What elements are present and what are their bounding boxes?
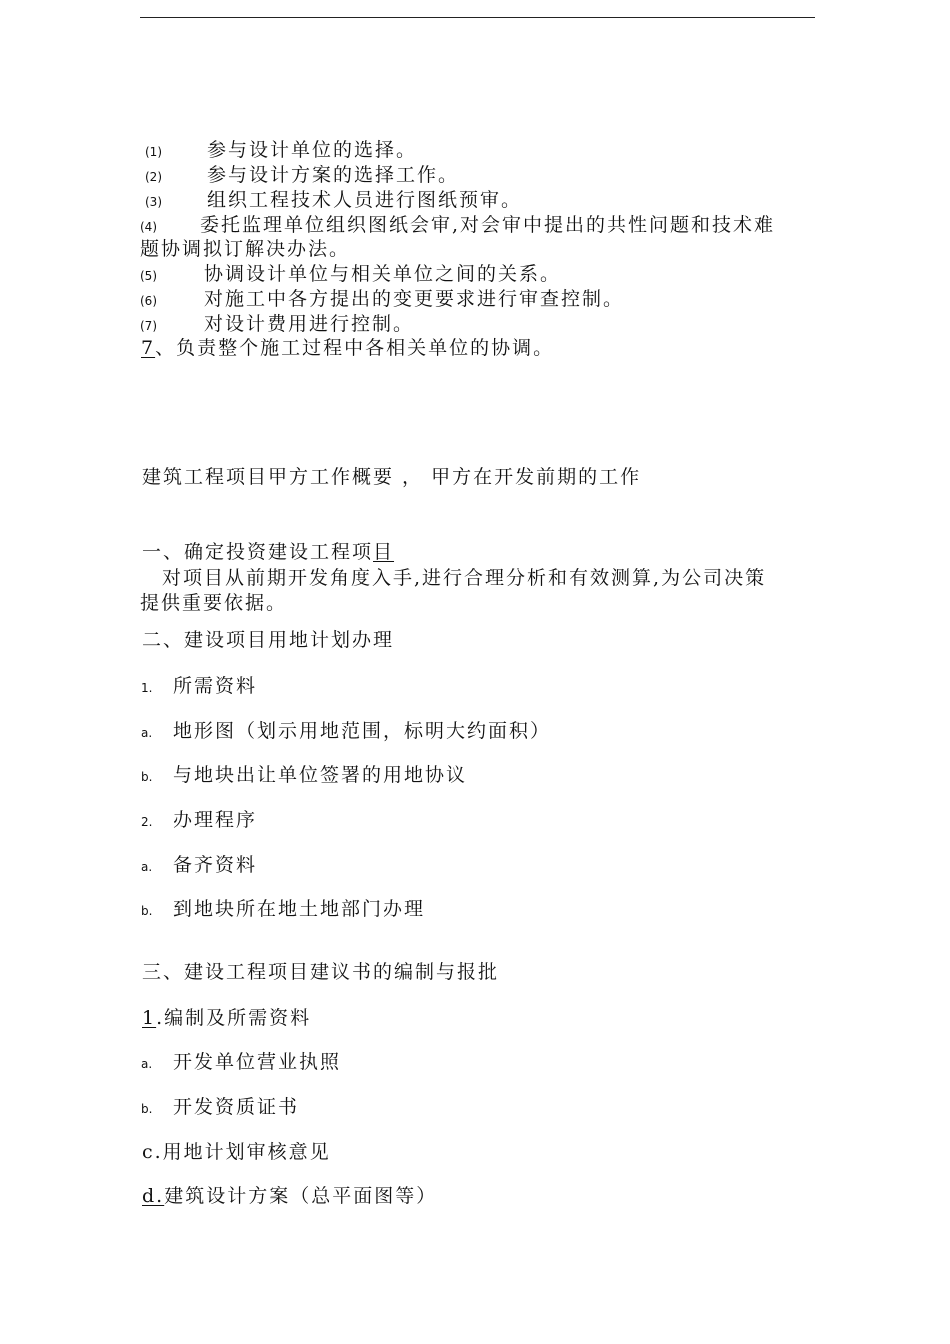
- list-text: 与地块出让单位签署的用地协议: [173, 764, 468, 786]
- heading-text: 一、确定投资建设工程项: [142, 541, 374, 563]
- list-number: a.: [141, 726, 153, 740]
- list-item: [141, 719, 551, 745]
- list-item: [141, 1050, 341, 1076]
- list-item: [142, 1184, 437, 1208]
- list-item: [141, 897, 425, 923]
- list-item-continuation: 题协调拟订解决办法。: [140, 238, 351, 260]
- list-text: .编制及所需资料: [156, 1007, 312, 1029]
- list-number: (5): [140, 269, 157, 283]
- list-text: 对设计费用进行控制。: [204, 313, 415, 335]
- list-text: 到地块所在地土地部门办理: [173, 898, 426, 920]
- document-title: 建筑工程项目甲方工作概要 ， 甲方在开发前期的工作: [142, 466, 642, 488]
- list-item: [140, 312, 414, 338]
- section-heading: 二、建设项目用地计划办理: [142, 629, 395, 651]
- list-number: 1.: [141, 681, 153, 695]
- list-number: 1: [142, 1007, 157, 1029]
- list-item: [141, 808, 257, 834]
- paragraph-line: 提供重要依据。: [140, 592, 288, 614]
- list-number: d.: [142, 1185, 165, 1207]
- list-number: b.: [141, 770, 153, 784]
- list-number: b.: [141, 904, 153, 918]
- paragraph-line: 对项目从前期开发角度入手,进行合理分析和有效测算,为公司决策: [162, 567, 767, 589]
- list-number: (1): [145, 145, 162, 159]
- section-heading: [142, 540, 394, 564]
- list-text: 对施工中各方提出的变更要求进行审查控制。: [204, 288, 625, 310]
- header-rule: [140, 17, 815, 18]
- list-item: c.用地计划审核意见: [142, 1141, 331, 1163]
- heading-text-underlined: 目: [373, 541, 395, 563]
- list-text: 地形图（划示用地范围，标明大约面积）: [173, 720, 552, 742]
- list-item: [141, 336, 554, 360]
- list-item: [145, 138, 417, 164]
- list-item: [141, 674, 257, 700]
- list-number: 7: [141, 337, 156, 359]
- list-text: 建筑设计方案（总平面图等）: [164, 1185, 438, 1207]
- list-item: [145, 188, 522, 214]
- list-number: a.: [141, 1057, 153, 1071]
- list-text: 组织工程技术人员进行图纸预审。: [207, 189, 523, 211]
- list-text: 所需资料: [173, 675, 258, 697]
- list-item: [141, 763, 467, 789]
- list-text: 协调设计单位与相关单位之间的关系。: [204, 263, 562, 285]
- list-text: 办理程序: [173, 809, 258, 831]
- list-text: 备齐资料: [173, 854, 258, 876]
- list-item: [140, 213, 775, 239]
- list-text: 参与设计单位的选择。: [207, 139, 418, 161]
- list-item: [142, 1006, 311, 1030]
- list-number: 2.: [141, 815, 153, 829]
- list-item: [141, 853, 257, 879]
- list-text: 开发单位营业执照: [173, 1051, 342, 1073]
- list-number: (2): [145, 170, 162, 184]
- list-number: a.: [141, 860, 153, 874]
- list-item: [140, 262, 561, 288]
- list-item: [141, 1095, 299, 1121]
- section-heading: 三、建设工程项目建议书的编制与报批: [142, 961, 500, 983]
- list-number: (3): [145, 195, 162, 209]
- list-item: [145, 163, 459, 189]
- list-number: b.: [141, 1102, 153, 1116]
- list-text: 开发资质证书: [173, 1096, 300, 1118]
- list-text: 委托监理单位组织图纸会审,对会审中提出的共性问题和技术难: [200, 214, 776, 236]
- list-number: (7): [140, 319, 157, 333]
- list-text: 参与设计方案的选择工作。: [207, 164, 460, 186]
- list-number: (6): [140, 294, 157, 308]
- list-number: (4): [140, 220, 157, 234]
- list-item: [140, 287, 624, 313]
- list-text: 、负责整个施工过程中各相关单位的协调。: [155, 337, 555, 359]
